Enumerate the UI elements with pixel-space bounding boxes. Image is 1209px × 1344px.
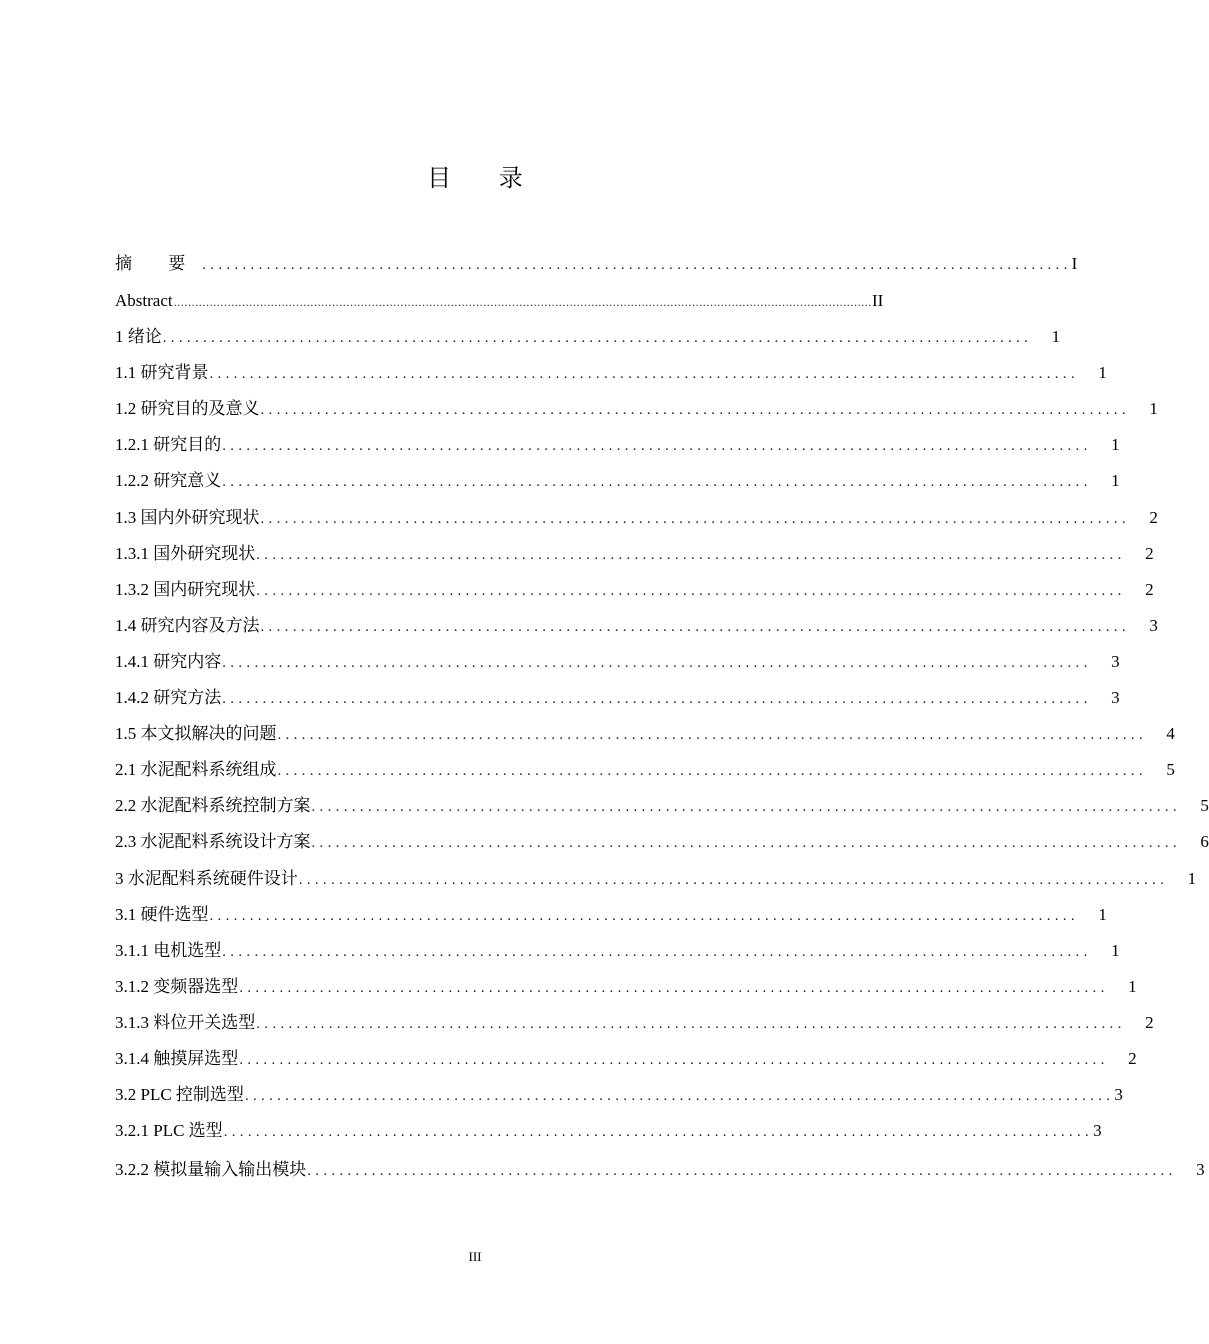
toc-entry[interactable] <box>115 680 1120 716</box>
toc-leader-dots: ............................................................................................................ <box>311 799 1181 816</box>
toc-entry-page: 1 <box>1111 940 1120 960</box>
toc-entry[interactable] <box>115 608 1158 644</box>
toc-entry-page: 3 <box>1111 688 1120 708</box>
toc-entry[interactable] <box>115 752 1175 788</box>
toc-entry-page: 3 <box>1114 1085 1123 1105</box>
toc-entry-label: 3.1.3 料位开关选型 <box>115 1012 256 1032</box>
toc-entry-page: 2 <box>1149 507 1158 527</box>
toc-leader-dots: ............................................................................................................ <box>222 438 1092 455</box>
toc-entry-page: 3 <box>1111 651 1120 671</box>
toc-entry[interactable] <box>115 1041 1137 1077</box>
toc-leader-dots: ............................................................................................................ <box>162 330 1033 347</box>
toc-leader-dots: ............................................................................................................ <box>222 943 1092 960</box>
toc-entry[interactable] <box>115 572 1154 608</box>
toc-entry-page: 1 <box>1111 471 1120 491</box>
toc-leader-dots: ............................................................................................................ <box>311 835 1181 852</box>
toc-leader-dots: ............................................................................................................ <box>277 763 1147 780</box>
toc-entry[interactable] <box>115 1005 1154 1041</box>
toc-entry-label: 1.3.1 国外研究现状 <box>115 543 256 563</box>
toc-entry-label: 3.2.2 模拟量输入输出模块 <box>115 1160 307 1180</box>
toc-leader-dots: ............................................................................................................ <box>222 654 1092 671</box>
toc-leader-dots: ............................................................................................................ <box>256 1015 1126 1032</box>
toc-leader-dots: ............................................................................................................ <box>244 1088 1115 1105</box>
toc-entry-page: 2 <box>1145 579 1154 599</box>
toc-entry-label: Abstract <box>115 291 173 310</box>
toc-entry[interactable] <box>115 824 1209 860</box>
page-title: 目 录 <box>427 164 543 192</box>
toc-entry-page: 2 <box>1145 1012 1154 1032</box>
toc-leader-dots: ............................................................................................................ <box>223 1124 1094 1141</box>
toc-entry-label: 1.4.1 研究内容 <box>115 651 222 671</box>
toc-entry[interactable] <box>115 1113 1102 1149</box>
toc-leader-dots: ............................................................................................................ <box>298 871 1169 888</box>
toc-entry-page: 3 <box>1196 1160 1205 1180</box>
toc-leader-dots: ............................................................................................................ <box>202 257 1072 273</box>
toc-entry-label: 3.1.4 触摸屏选型 <box>115 1048 239 1068</box>
toc-entry[interactable] <box>115 536 1154 572</box>
toc-entry[interactable] <box>115 644 1120 680</box>
toc-entry-page: I <box>1071 254 1078 273</box>
toc-entry-label: 3.2 PLC 控制选型 <box>115 1085 244 1105</box>
toc-entry-page: 1 <box>1187 868 1197 888</box>
toc-entry-label: 3.1.1 电机选型 <box>115 940 222 960</box>
toc-entry-page: 6 <box>1200 832 1209 852</box>
toc-leader-dots: ............................................................................................................ <box>239 1051 1109 1068</box>
toc-entry[interactable] <box>115 861 1197 897</box>
toc-entry-label: 3.2.1 PLC 选型 <box>115 1121 223 1141</box>
toc-entry-label: 1.1 研究背景 <box>115 363 209 383</box>
toc-entry[interactable] <box>115 716 1175 752</box>
toc-entry-label: 1.2.1 研究目的 <box>115 435 222 455</box>
toc-entry-page: 4 <box>1166 724 1175 744</box>
table-of-contents <box>115 246 1209 1188</box>
page-number-footer: III <box>468 1249 482 1264</box>
toc-entry-label: 1.3.2 国内研究现状 <box>115 579 256 599</box>
toc-entry-page: 2 <box>1145 543 1154 563</box>
toc-entry[interactable] <box>115 1077 1123 1113</box>
toc-entry-label: 1.2.2 研究意义 <box>115 471 222 491</box>
toc-entry[interactable] <box>115 897 1107 933</box>
toc-leader-dots: ............................................................................................................ <box>209 907 1079 924</box>
toc-entry[interactable] <box>115 969 1137 1005</box>
toc-entry-page: 1 <box>1111 435 1120 455</box>
toc-entry[interactable] <box>115 500 1158 536</box>
toc-entry-page: 5 <box>1166 760 1175 780</box>
toc-entry-page: 3 <box>1093 1121 1102 1141</box>
toc-entry-label: 3.1.2 变频器选型 <box>115 976 239 996</box>
toc-leader-dots: .................................................................................................................................................................................................. <box>173 295 872 309</box>
toc-entry[interactable] <box>115 788 1209 824</box>
toc-entry-label: 3.1 硬件选型 <box>115 904 209 924</box>
toc-leader-dots: ............................................................................................................ <box>256 546 1126 563</box>
toc-entry-label: 1.5 本文拟解决的问题 <box>115 724 277 744</box>
toc-entry-page: 5 <box>1200 796 1209 816</box>
toc-entry-label: 1 绪论 <box>115 327 162 347</box>
toc-leader-dots: ............................................................................................................ <box>260 618 1130 635</box>
toc-entry[interactable] <box>115 283 884 319</box>
toc-entry-label: 2.1 水泥配料系统组成 <box>115 760 277 780</box>
toc-entry-label: 3 水泥配料系统硬件设计 <box>115 868 298 888</box>
toc-entry-page: 1 <box>1098 363 1107 383</box>
toc-entry-label: 1.4 研究内容及方法 <box>115 615 260 635</box>
toc-leader-dots: ............................................................................................................ <box>239 979 1109 996</box>
toc-leader-dots: ............................................................................................................ <box>209 366 1079 383</box>
toc-leader-dots: ............................................................................................................ <box>256 582 1126 599</box>
toc-entry-label: 1.2 研究目的及意义 <box>115 399 260 419</box>
toc-entry-label: 2.2 水泥配料系统控制方案 <box>115 796 311 816</box>
toc-leader-dots: ............................................................................................................ <box>307 1163 1177 1180</box>
toc-entry[interactable] <box>115 246 1078 283</box>
toc-entry[interactable] <box>115 427 1120 463</box>
toc-leader-dots: ............................................................................................................ <box>222 474 1092 491</box>
toc-entry-label: 1.4.2 研究方法 <box>115 688 222 708</box>
toc-entry[interactable] <box>115 933 1120 969</box>
toc-entry-page: 1 <box>1128 976 1137 996</box>
toc-entry[interactable] <box>115 1152 1205 1188</box>
toc-leader-dots: ............................................................................................................ <box>260 510 1130 527</box>
toc-entry-page: 3 <box>1149 615 1158 635</box>
toc-entry[interactable] <box>115 391 1158 427</box>
toc-leader-dots: ............................................................................................................ <box>277 727 1147 744</box>
toc-leader-dots: ............................................................................................................ <box>260 402 1130 419</box>
toc-entry-label: 摘 要 <box>115 254 202 273</box>
toc-entry-page: 1 <box>1149 399 1158 419</box>
toc-entry-label: 2.3 水泥配料系统设计方案 <box>115 832 311 852</box>
toc-entry[interactable] <box>115 355 1107 391</box>
toc-entry-page: II <box>872 291 884 310</box>
toc-entry[interactable] <box>115 319 1061 355</box>
toc-entry-page: 1 <box>1051 327 1061 347</box>
toc-leader-dots: ............................................................................................................ <box>222 691 1092 708</box>
toc-entry-label: 1.3 国内外研究现状 <box>115 507 260 527</box>
toc-entry-page: 2 <box>1128 1048 1137 1068</box>
toc-entry[interactable] <box>115 463 1120 499</box>
toc-entry-page: 1 <box>1098 904 1107 924</box>
